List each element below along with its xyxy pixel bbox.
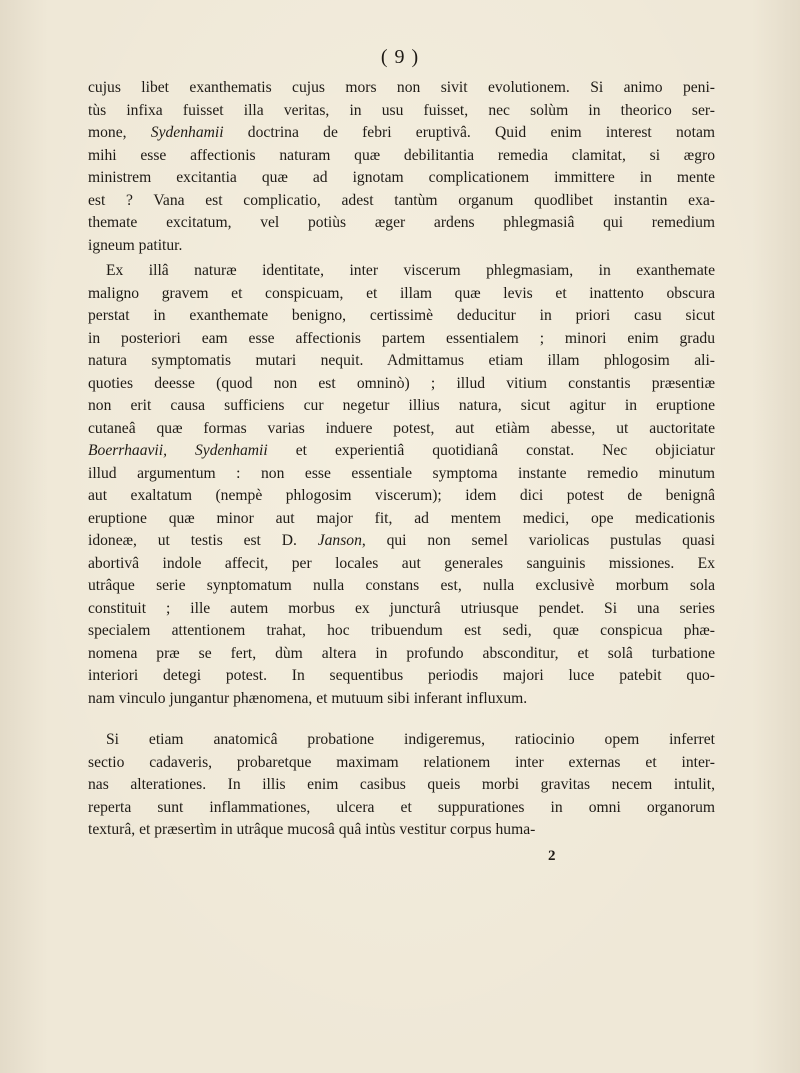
italic-name: Boerrhaavii, Sydenhamii [88, 442, 268, 459]
text-run: maligno gravem et conspicuam, et illam quæ levis et inattento obscura [88, 284, 715, 302]
text-line [88, 350, 715, 373]
text-run: sectio cadaveris, probaretque maximam relationem inter externas et inter- [88, 753, 715, 771]
text-line [88, 643, 715, 666]
text-run: themate excitatum, vel potiùs æger ardens phlegmasiâ qui remedium [88, 214, 715, 231]
text-run: texturâ, et præsertìm in utrâque mucosâ quâ intùs vestitur corpus huma- [88, 821, 536, 838]
text-run: idoneæ, ut testis est D. [88, 532, 318, 549]
text-line [88, 167, 715, 190]
text-run: reperta sunt inflammationes, ulcera et suppurationes in omni organorum [88, 798, 715, 816]
text-line [88, 729, 715, 752]
text-run: aut exaltatum (nempè phlogosim viscerum); idem dici potest de benignâ [88, 487, 715, 504]
text-run: constituit ; ille autem morbus ex juncturâ utriusque pendet. Si una series [88, 599, 715, 617]
text-line [88, 819, 715, 842]
text-line [88, 553, 715, 576]
text-line [88, 418, 715, 441]
text-line [88, 508, 715, 531]
text-run: Si etiam anatomicâ probatione indigeremus, ratiocinio opem inferret [106, 731, 715, 748]
paragraph-3 [88, 729, 715, 842]
text-run: et experientiâ quotidianâ constat. Nec objiciatur [267, 442, 715, 459]
text-line [88, 440, 715, 463]
text-line [88, 598, 715, 621]
text-line [88, 530, 715, 553]
text-line [88, 665, 715, 688]
text-line [88, 77, 715, 100]
text-run: Ex illâ naturæ identitate, inter viscerum phlegmasiam, in exanthemate [106, 262, 715, 279]
text-line [88, 373, 715, 396]
italic-name: Sydenhamii [150, 124, 224, 141]
text-line [88, 190, 715, 213]
paragraph-2 [88, 260, 715, 710]
text-line [88, 305, 715, 328]
text-line [88, 395, 715, 418]
text-line [88, 283, 715, 306]
text-run: , qui non semel variolicas pustulas quasi [361, 532, 715, 549]
text-run: igneum patitur. [88, 236, 183, 254]
text-run: in posteriori eam esse affectionis partem essentialem ; minori enim gradu [88, 329, 715, 347]
text-line [88, 328, 715, 351]
text-line [88, 485, 715, 508]
text-run: natura symptomatis mutari nequit. Admittamus etiam illam phlogosim ali- [88, 352, 715, 369]
text-line [88, 688, 715, 711]
text-run: est ? Vana est complicatio, adest tantùm organum quodlibet instantin exa- [88, 191, 715, 209]
text-run: specialem attentionem trahat, hoc tribuendum est sedi, quæ conspicua phæ- [88, 622, 715, 639]
text-line [88, 575, 715, 598]
text-run: cutaneâ quæ formas varias induere potest, aut etiàm abesse, ut auctoritate [88, 419, 715, 437]
text-run: utrâque serie synptomatum nulla constans est, nulla exclusivè morbum sola [88, 577, 715, 594]
text-run: cujus libet exanthematis cujus mors non sivit evolutionem. Si animo peni- [88, 79, 715, 96]
text-run: doctrina de febri eruptivâ. Quid enim interest notam [223, 124, 715, 141]
text-line [88, 774, 715, 797]
text-line [88, 212, 715, 235]
text-run: mone, [88, 124, 151, 141]
text-line [88, 797, 715, 820]
text-run: mihi esse affectionis naturam quæ debilitantia remedia clamitat, si ægro [88, 146, 715, 164]
page-number: ( 9 ) [380, 46, 420, 68]
paragraph-1 [88, 77, 715, 257]
text-line [88, 752, 715, 775]
text-line [88, 145, 715, 168]
text-line [88, 100, 715, 123]
text-run: illud argumentum : non esse essentiale symptoma instante remedio minutum [88, 464, 715, 482]
text-run: quoties deesse (quod non est omninò) ; illud vitium constantis præsentiæ [88, 374, 715, 392]
signature-mark: 2 [548, 848, 556, 864]
text-line [88, 463, 715, 486]
text-run: nas alterationes. In illis enim casibus queis morbi gravitas necem intulit, [88, 776, 715, 793]
text-run: tùs infixa fuisset illa veritas, in usu fuisset, nec solùm in theorico ser- [88, 101, 715, 119]
text-line [88, 620, 715, 643]
text-run: ministrem excitantia quæ ad ignotam complicationem immittere in mente [88, 169, 715, 186]
text-line [88, 260, 715, 283]
text-run: non erit causa sufficiens cur negetur illius natura, sicut agitur in eruptione [88, 397, 715, 414]
text-run: abortivâ indole affecit, per locales aut generales sanguinis missiones. Ex [88, 554, 715, 572]
text-run: interiori detegi potest. In sequentibus periodis majori luce patebit quo- [88, 667, 715, 684]
text-line [88, 122, 715, 145]
text-line [88, 235, 715, 258]
text-run: perstat in exanthemate benigno, certissimè deducitur in priori casu sicut [88, 307, 715, 324]
italic-name: Janson [317, 532, 362, 549]
text-run: eruptione quæ minor aut major fit, ad mentem medici, ope medicationis [88, 509, 715, 527]
text-run: nomena præ se fert, dùm altera in profundo absconditur, et solâ turbatione [88, 644, 715, 662]
text-run: nam vinculo jungantur phænomena, et mutuum sibi inferant influxum. [88, 689, 528, 707]
